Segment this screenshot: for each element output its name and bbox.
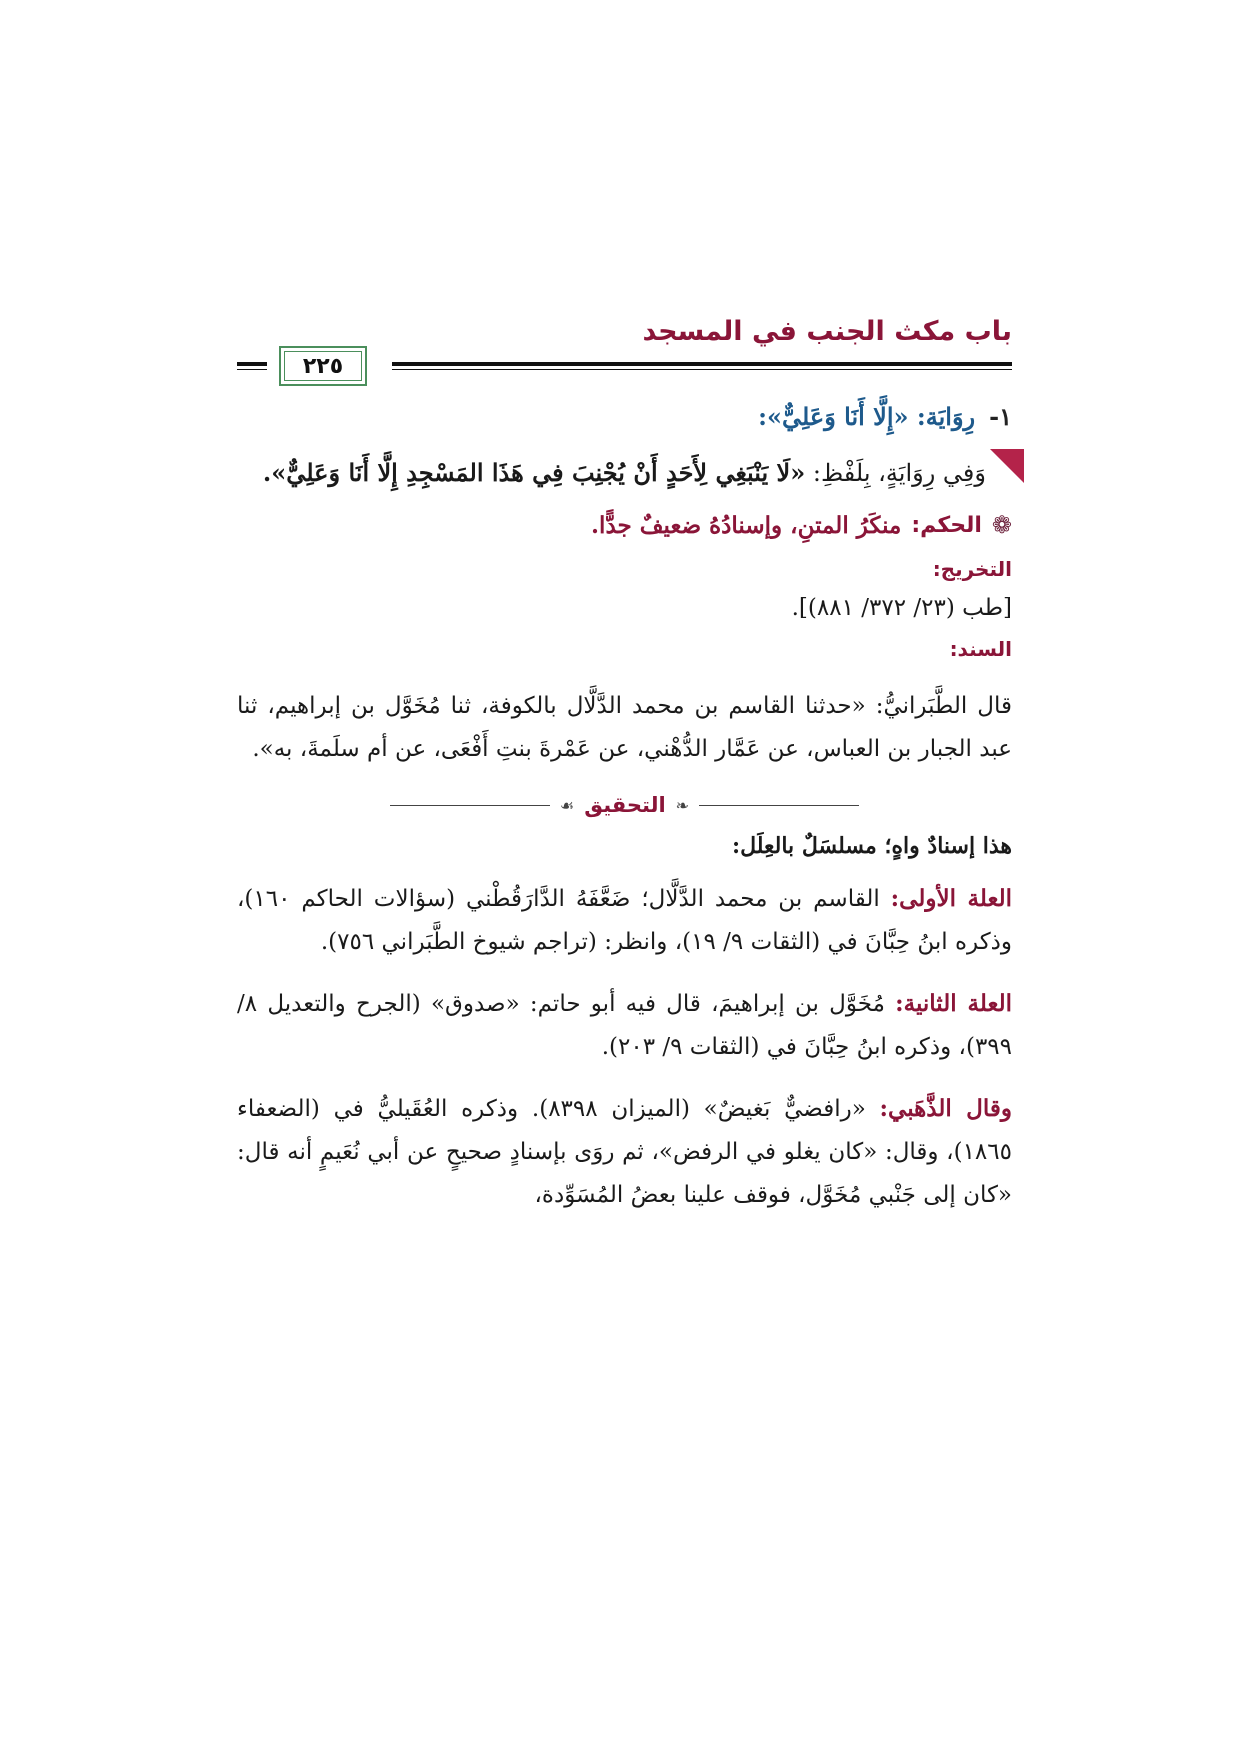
divider-line-right bbox=[699, 805, 859, 806]
page-header bbox=[237, 300, 1012, 388]
illa-second bbox=[237, 982, 1012, 1069]
ornament-icon: ❧ bbox=[675, 795, 690, 815]
dhahabi-note bbox=[237, 1087, 1012, 1217]
hadith-block bbox=[237, 449, 1012, 497]
flower-ornament-icon: ❁ bbox=[991, 511, 1012, 539]
book-page bbox=[237, 300, 1012, 1217]
illa-first-text: القاسم بن محمد الدَّلَّال؛ ضَعَّفَهُ الدَّارَقُطْني (سؤالات الحاكم ١٦٠)، وذكره ابنُ حِبَّانَ في (الثقات ٩/ ١٩)، وانظر: (تراجم شيوخ الطَّبَراني ٧٥٦). bbox=[237, 886, 1012, 955]
hukm-label: الحكم: bbox=[911, 512, 982, 538]
header-rule-right bbox=[392, 362, 1012, 370]
sanad-label: السند: bbox=[949, 637, 1012, 661]
sanad-text: قال الطَّبَرانيُّ: «حدثنا القاسم بن محمد الدَّلَّال بالكوفة، ثنا مُخَوَّل بن إبراهيم، ثنا عبد الجبار بن العباس، عن عَمَّار الدُّهْني، عن عَمْرةَ بنتِ أَفْعَى، عن أم سلَمةَ، به». bbox=[237, 693, 1012, 762]
ornament-icon: ☙ bbox=[559, 795, 575, 815]
header-rule-left bbox=[237, 362, 267, 370]
hukm-row bbox=[237, 511, 1012, 539]
takhrij-label: التخريج: bbox=[932, 557, 1012, 581]
dhahabi-label: وقال الذَّهَبي: bbox=[879, 1095, 1012, 1122]
corner-ornament-icon bbox=[990, 449, 1024, 483]
illa-second-text: مُخَوَّل بن إبراهيمَ، قال فيه أبو حاتم: «صدوق» (الجرح والتعديل ٨/ ٣٩٩)، وذكره ابنُ حِبَّانَ في (الثقات ٩/ ٢٠٣). bbox=[237, 991, 1012, 1060]
hadith-text: «لَا يَنْبَغِي لِأَحَدٍ أَنْ يُجْنِبَ فِي هَذَا المَسْجِدِ إِلَّا أَنَا وَعَلِيٌّ». bbox=[262, 458, 806, 487]
takhrij-item: [طب (٢٣/ ٣٧٢/ ٨٨١)]. bbox=[791, 595, 1012, 621]
hadith-intro: وَفِي رِوَايَةٍ، بِلَفْظِ: bbox=[812, 459, 986, 487]
page-number: ٢٢٥ bbox=[302, 353, 344, 379]
section-number: ١- bbox=[989, 402, 1012, 431]
illa-second-label: العلة الثانية: bbox=[895, 990, 1012, 1017]
tahqiq-divider bbox=[237, 793, 1012, 817]
dhahabi-text: «رافضيٌّ بَغيضٌ» (الميزان ٨٣٩٨). وذكره العُقَيليُّ في (الضعفاء ١٨٦٥)، وقال: «كان يغلو في الرفض»، ثم روَى بإسنادٍ صحيحٍ عن أبي نُعَيمٍ أنه قال: «كان إلى جَنْبي مُخَوَّل، فوقف علينا بعضُ المُسَوِّدة، bbox=[237, 1096, 1012, 1208]
hukm-text: منكَرُ المتنِ، وإسنادُهُ ضعيفٌ جدًّا. bbox=[591, 511, 902, 539]
section-title: رِوَايَة: «إِلَّا أَنَا وَعَلِيٌّ»: bbox=[758, 402, 976, 431]
page-number-badge bbox=[279, 346, 367, 386]
section-heading bbox=[237, 402, 1012, 431]
illa-first bbox=[237, 877, 1012, 964]
illa-first-label: العلة الأولى: bbox=[890, 885, 1012, 912]
tahqiq-statement: هذا إسنادٌ واهٍ؛ مسلسَلٌ بالعِلَل: bbox=[731, 833, 1012, 859]
chapter-title: باب مكث الجنب في المسجد bbox=[642, 316, 1012, 347]
tahqiq-heading: التحقيق bbox=[584, 793, 666, 817]
divider-line-left bbox=[390, 805, 550, 806]
